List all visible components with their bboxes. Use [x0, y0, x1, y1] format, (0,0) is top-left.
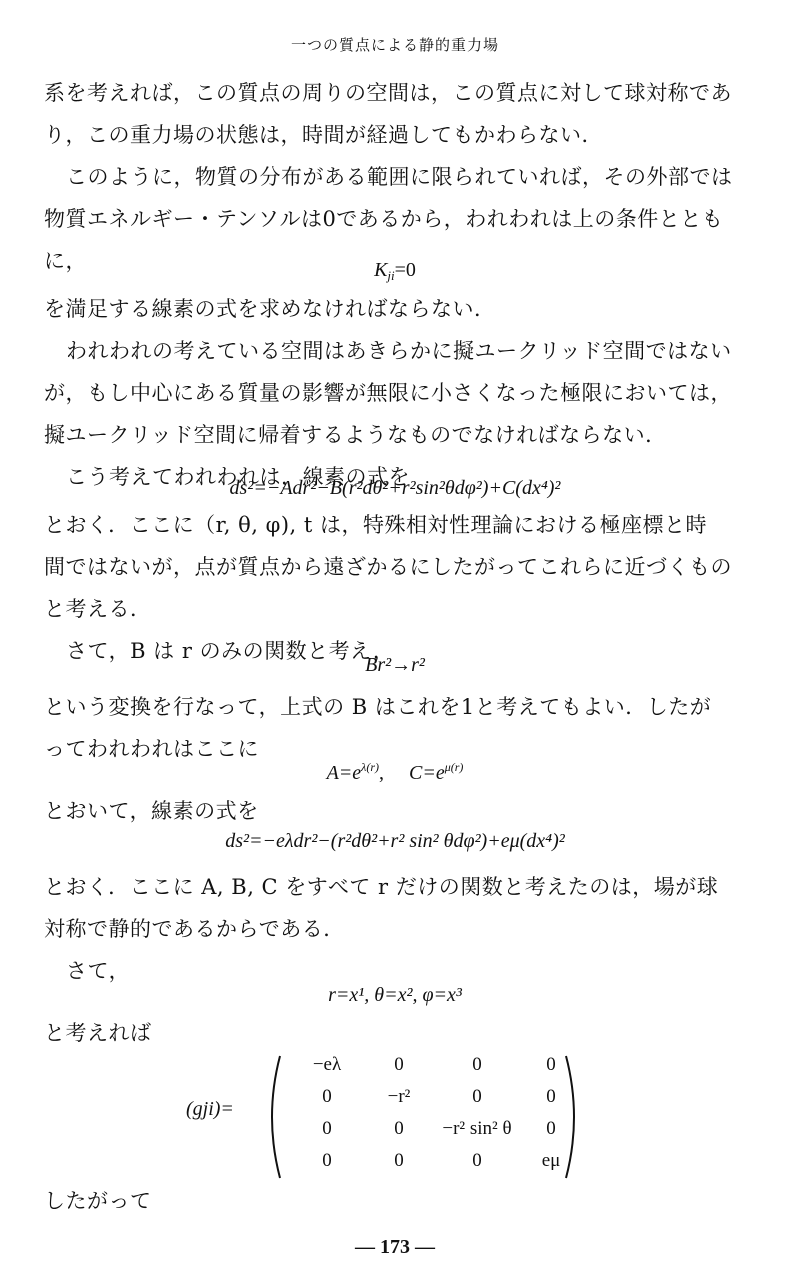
matrix-cell: eμ: [541, 1150, 561, 1171]
matrix-cell: −r² sin² θ: [442, 1118, 512, 1139]
text-line: とおいて，線素の式を: [44, 799, 259, 823]
equation-transform: Br²→r²: [365, 654, 425, 676]
text-line: 間ではないが，点が質点から遠ざかるにしたがってこれらに近づくもの: [44, 555, 732, 579]
matrix-cell: 0: [546, 1118, 556, 1139]
matrix-cell: −r²: [387, 1086, 411, 1107]
matrix-cell: −eλ: [312, 1054, 342, 1075]
text-line: と考える．: [44, 597, 152, 621]
text-line: 物質エネルギー・テンソルは0であるから，われわれは上の条件ととも: [44, 207, 724, 231]
text-line: が，もし中心にある質量の影響が無限に小さくなった極限においては，: [44, 381, 732, 405]
text-line: 擬ユークリッド空間に帰着するようなものでなければならない．: [44, 423, 667, 447]
text-line: とおく．ここに A, B, C をすべて r だけの関数と考えたのは，場が球: [44, 875, 719, 899]
text-line: とおく．ここに（r, θ, φ), t は，特殊相対性理論における極座標と時: [44, 513, 708, 537]
matrix-cell: 0: [322, 1086, 332, 1107]
equation-line-element-2: ds²=−eλdr²−(r²dθ²+r² sin² θdφ²)+eμ(dx⁴)²: [225, 830, 565, 852]
page-number: — 173 —: [355, 1236, 435, 1258]
matrix-cell: 0: [394, 1054, 404, 1075]
equation-coordinates: r=x¹, θ=x², φ=x³: [328, 984, 462, 1006]
text-line: さて，B は r のみの関数と考え，: [66, 639, 395, 663]
equation-line-element-1: ds²=−Adr²−B(r²dθ²+r²sin²θdφ²)+C(dx⁴)²: [229, 477, 561, 499]
text-line: われわれの考えている空間はあきらかに擬ユークリッド空間ではない: [66, 339, 732, 363]
matrix-cell: 0: [546, 1086, 556, 1107]
text-line: と考えれば: [44, 1021, 152, 1045]
running-header: 一つの質点による静的重力場: [290, 36, 499, 54]
matrix-label: (gji)=: [186, 1098, 234, 1120]
text-line: さて，: [66, 959, 131, 983]
equation-a-c: $A=e^{\lambda(r)}$, $C=e^{\mu(r)}$: [326, 760, 464, 784]
matrix-cell: 0: [322, 1150, 332, 1171]
matrix-cell: 0: [546, 1054, 556, 1075]
text-line: このように，物質の分布がある範囲に限られていれば，その外部では: [66, 165, 733, 189]
text-line: という変換を行なって，上式の B はこれを1と考えてもよい．したが: [44, 695, 712, 719]
matrix-cell: 0: [394, 1118, 404, 1139]
text-line: ってわれわれはここに: [44, 737, 259, 761]
text-line: こう考えてわれわれは，線素の式を: [66, 465, 410, 489]
equation-kji: $K_{ji}=0$: [374, 259, 416, 283]
text-line: したがって: [44, 1189, 152, 1213]
matrix-cell: 0: [394, 1150, 404, 1171]
matrix-cell: 0: [472, 1086, 482, 1107]
matrix-cell: 0: [322, 1118, 332, 1139]
text-line: 対称で静的であるからである．: [44, 917, 345, 941]
text-line: に，: [44, 249, 87, 273]
text-line: り，この重力場の状態は，時間が経過してもかわらない．: [44, 123, 603, 147]
matrix-cell: 0: [472, 1150, 482, 1171]
text-line: 系を考えれば，この質点の周りの空間は，この質点に対して球対称であ: [44, 81, 732, 105]
matrix-cell: 0: [472, 1054, 482, 1075]
text-line: を満足する線素の式を求めなければならない．: [44, 297, 496, 321]
metric-matrix: [186, 1054, 606, 1180]
